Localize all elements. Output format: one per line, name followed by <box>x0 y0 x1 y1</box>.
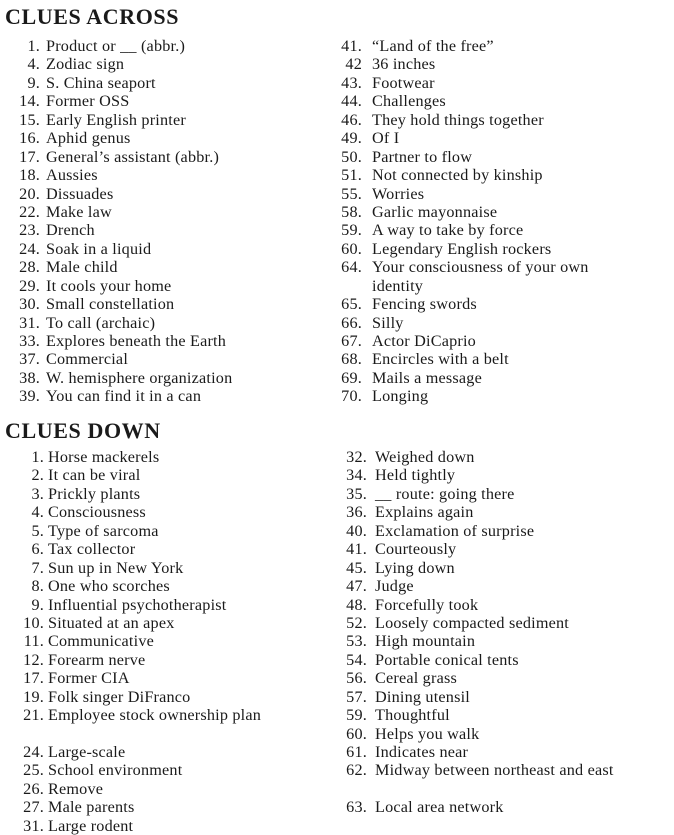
down-clue-item <box>333 577 673 595</box>
across-clue-item <box>4 369 324 387</box>
across-clue-item <box>4 166 324 184</box>
across-clue-item <box>330 221 670 239</box>
across-clue-item <box>330 166 670 184</box>
clue-text: Horse mackerels <box>48 448 160 466</box>
across-clue-item <box>330 111 670 129</box>
down-clue-item <box>10 540 330 558</box>
clue-number: 69. <box>341 368 362 387</box>
clue-text: To call (archaic) <box>46 313 156 332</box>
clue-number: 3. <box>31 484 44 503</box>
across-clue-item <box>330 148 670 166</box>
clue-number: 35. <box>346 484 367 503</box>
clue-text: Loosely compacted sediment <box>375 613 569 632</box>
clue-number: 4. <box>31 503 44 522</box>
clue-text: Former OSS <box>46 92 130 111</box>
clue-text: Former CIA <box>48 669 130 688</box>
clue-number: 45. <box>346 558 367 577</box>
down-clue-item <box>333 540 673 558</box>
clue-text: Prickly plants <box>48 484 141 503</box>
across-clue-item <box>4 111 324 129</box>
across-clue-item <box>330 369 670 387</box>
clue-text: Large rodent <box>48 816 134 835</box>
clue-text: Judge <box>375 577 414 596</box>
clue-text: Portable conical tents <box>375 650 519 669</box>
clue-text: Aphid genus <box>46 129 131 148</box>
clue-text: Drench <box>46 221 95 240</box>
clue-number: 5. <box>31 521 44 540</box>
down-clue-item <box>10 577 330 595</box>
down-clue-item <box>10 485 330 503</box>
clue-number: 38. <box>19 368 40 387</box>
down-clue-item <box>10 743 330 761</box>
clue-number: 20. <box>19 184 40 203</box>
down-clue-item <box>333 651 673 669</box>
clue-number: 50. <box>341 147 362 166</box>
clue-text: Explains again <box>375 503 474 522</box>
clue-text: A way to take by force <box>372 221 524 240</box>
clue-number: 2. <box>31 466 44 485</box>
clue-text: Sun up in New York <box>48 558 184 577</box>
clue-number: 55. <box>341 184 362 203</box>
clue-number: 66. <box>341 313 362 332</box>
clue-number: 48. <box>346 595 367 614</box>
down-clue-item <box>333 522 673 540</box>
across-clue-item <box>4 203 324 221</box>
down-clue-item <box>10 448 330 466</box>
clue-number: 58. <box>341 202 362 221</box>
clue-number: 57. <box>346 687 367 706</box>
clue-text: Mails a message <box>372 368 482 387</box>
clue-number: 19. <box>23 687 44 706</box>
clue-number: 60. <box>341 239 362 258</box>
clue-number: 23. <box>19 221 40 240</box>
clue-text: Folk singer DiFranco <box>48 687 191 706</box>
clue-text: Indicates near <box>375 743 469 761</box>
clue-number: 46. <box>341 110 362 129</box>
down-clue-item <box>10 817 330 835</box>
across-clue-item <box>4 55 324 73</box>
clue-number: 60. <box>346 724 367 743</box>
clue-text: Weighed down <box>375 448 475 466</box>
across-clue-item <box>4 74 324 92</box>
clue-number: 14. <box>19 92 40 111</box>
clue-text: Type of sarcoma <box>48 521 159 540</box>
across-clue-item <box>4 387 324 405</box>
across-clue-item <box>330 92 670 110</box>
clue-number: 17. <box>19 147 40 166</box>
clue-number: 9. <box>31 595 44 614</box>
clue-number: 56. <box>346 669 367 688</box>
clue-number: 62. <box>346 761 367 780</box>
clue-number: 18. <box>19 166 40 185</box>
clue-text: Encircles with a belt <box>372 350 509 369</box>
clue-number: 25. <box>23 761 44 780</box>
clue-text: “Land of the free” <box>372 37 494 55</box>
clue-number: 39. <box>19 387 40 406</box>
clue-number: 61. <box>346 743 367 761</box>
clue-text: Tax collector <box>48 540 136 559</box>
clue-text: Commercial <box>46 350 129 369</box>
clue-text: Employee stock ownership plan <box>48 706 262 725</box>
down-clue-item <box>333 761 673 798</box>
clue-text: It cools your home <box>46 276 172 295</box>
clues-down-right-column <box>333 448 673 817</box>
across-clue-item <box>4 185 324 203</box>
clue-number: 65. <box>341 295 362 314</box>
down-clue-item <box>333 448 673 466</box>
clue-text: Influential psychotherapist <box>48 595 227 614</box>
clue-number: 33. <box>19 332 40 350</box>
clue-text: Zodiac sign <box>46 55 125 74</box>
clue-number: 30. <box>19 295 40 314</box>
down-clue-item <box>333 706 673 724</box>
across-clue-item <box>330 185 670 203</box>
down-clue-item <box>333 466 673 484</box>
down-clue-item <box>333 632 673 650</box>
clue-number: 1. <box>27 37 40 55</box>
clue-number: 59. <box>341 221 362 240</box>
down-clue-item <box>10 503 330 521</box>
clue-number: 59. <box>346 706 367 725</box>
clue-number: 24. <box>19 239 40 258</box>
across-clue-item <box>4 277 324 295</box>
across-clue-item <box>330 203 670 221</box>
clue-number: 43. <box>341 73 362 92</box>
across-clue-item <box>4 92 324 110</box>
across-clue-item <box>4 37 324 55</box>
across-clue-item <box>4 221 324 239</box>
clue-text: Thoughtful <box>375 706 450 725</box>
down-clue-item <box>333 559 673 577</box>
clues-across-right-column <box>330 37 670 406</box>
down-clue-item <box>333 743 673 761</box>
clue-number: 26. <box>23 779 44 798</box>
clue-text: Communicative <box>48 632 155 651</box>
down-clue-item <box>333 596 673 614</box>
across-clue-item <box>330 240 670 258</box>
clue-number: 8. <box>31 577 44 596</box>
clue-text: Actor DiCaprio <box>372 332 476 351</box>
down-clue-item <box>10 651 330 669</box>
across-clue-item <box>4 295 324 313</box>
clue-text: Dissuades <box>46 184 114 203</box>
down-clue-item <box>333 688 673 706</box>
across-clue-item <box>330 129 670 147</box>
clue-number: 6. <box>31 540 44 559</box>
clue-number: 49. <box>341 129 362 148</box>
down-clue-item <box>333 725 673 743</box>
clue-text: Dining utensil <box>375 687 470 706</box>
clue-number: 34. <box>346 466 367 485</box>
clue-text: S. China seaport <box>46 73 156 92</box>
across-clue-item <box>330 387 670 405</box>
clue-text: W. hemisphere organization <box>46 368 233 387</box>
clue-text: Fencing swords <box>372 295 477 314</box>
down-clue-item <box>10 522 330 540</box>
clue-text: Helps you walk <box>375 724 480 743</box>
clue-number: 40. <box>346 521 367 540</box>
clue-text: Make law <box>46 202 112 221</box>
clue-text: Challenges <box>372 92 446 111</box>
across-clue-item <box>330 332 670 350</box>
clue-number: 37. <box>19 350 40 369</box>
clue-text: Early English printer <box>46 110 186 129</box>
clue-number: 63. <box>346 798 367 817</box>
clue-text: Explores beneath the Earth <box>46 332 227 350</box>
across-clue-item <box>4 332 324 350</box>
clue-text: Male parents <box>48 798 135 817</box>
clue-number: 32. <box>346 448 367 466</box>
down-clue-item <box>333 614 673 632</box>
down-clue-item <box>10 798 330 816</box>
clue-text: Longing <box>372 387 429 406</box>
down-clue-item <box>10 559 330 577</box>
clues-across-left-column <box>4 37 324 406</box>
clue-number: 29. <box>19 276 40 295</box>
clue-text: General’s assistant (abbr.) <box>46 147 220 166</box>
down-clue-item <box>10 614 330 632</box>
clue-text: 36 inches <box>372 55 436 74</box>
clue-number: 42 <box>345 55 362 74</box>
across-clue-item <box>330 350 670 368</box>
clue-text: Legendary English rockers <box>372 239 552 258</box>
clue-text: Footwear <box>372 73 435 92</box>
clue-number: 4. <box>27 55 40 74</box>
clue-text: Silly <box>372 313 404 332</box>
clue-text: High mountain <box>375 632 476 651</box>
clue-text: School environment <box>48 761 183 780</box>
clue-text: Your consciousness of your own identity <box>372 258 589 295</box>
clue-number: 52. <box>346 613 367 632</box>
clue-number: 64. <box>341 258 362 277</box>
across-clue-item <box>330 55 670 73</box>
down-clue-item <box>10 761 330 779</box>
clues-down-heading: CLUES DOWN <box>5 418 161 443</box>
across-clue-item <box>330 314 670 332</box>
clue-number: 28. <box>19 258 40 277</box>
clue-text: Remove <box>48 779 104 798</box>
clue-text: Not connected by kinship <box>372 166 543 185</box>
clue-text: Aussies <box>46 166 98 185</box>
across-clue-item <box>4 148 324 166</box>
across-clue-item <box>330 295 670 313</box>
clue-number: 15. <box>19 110 40 129</box>
clue-text: Large-scale <box>48 743 126 762</box>
across-clue-item <box>4 258 324 276</box>
clue-number: 70. <box>341 387 362 406</box>
clue-text: Male child <box>46 258 118 277</box>
across-clue-item <box>4 240 324 258</box>
clue-number: 21. <box>23 706 44 725</box>
down-clue-item <box>10 706 330 743</box>
clue-text: Situated at an apex <box>48 613 175 632</box>
across-clue-item <box>4 314 324 332</box>
clue-number: 27. <box>23 798 44 817</box>
clue-number: 41. <box>341 37 362 55</box>
clue-text: You can find it in a can <box>46 387 202 406</box>
clue-text: Consciousness <box>48 503 146 522</box>
clue-number: 67. <box>341 332 362 351</box>
down-clue-item <box>10 632 330 650</box>
clue-number: 24. <box>23 743 44 762</box>
clue-number: 53. <box>346 632 367 651</box>
clue-text: __ route: going there <box>375 484 515 503</box>
clue-number: 7. <box>31 558 44 577</box>
clue-number: 44. <box>341 92 362 111</box>
clue-number: 22. <box>19 202 40 221</box>
clue-number: 9. <box>27 73 40 92</box>
across-clue-item <box>330 258 670 295</box>
down-clue-item <box>10 596 330 614</box>
down-clue-item <box>333 503 673 521</box>
clue-text: Of I <box>372 129 400 148</box>
clue-text: It can be viral <box>48 466 141 485</box>
clue-number: 68. <box>341 350 362 369</box>
clue-text: Held tightly <box>375 466 456 485</box>
clue-number: 12. <box>23 650 44 669</box>
clue-number: 16. <box>19 129 40 148</box>
clue-text: Midway between northeast and east <box>375 761 614 780</box>
clue-text: Forcefully took <box>375 595 479 614</box>
down-clue-item <box>333 798 673 816</box>
clue-text: Forearm nerve <box>48 650 146 669</box>
clue-text: They hold things together <box>372 110 544 129</box>
down-clue-item <box>333 485 673 503</box>
across-clue-item <box>4 129 324 147</box>
clue-number: 31. <box>19 313 40 332</box>
clue-text: Soak in a liquid <box>46 239 152 258</box>
clue-text: Partner to flow <box>372 147 473 166</box>
clue-number: 36. <box>346 503 367 522</box>
clue-text: Garlic mayonnaise <box>372 202 498 221</box>
clue-number: 31. <box>23 816 44 835</box>
clue-number: 10. <box>23 613 44 632</box>
clue-text: Courteously <box>375 540 457 559</box>
clues-across-heading: CLUES ACROSS <box>5 4 180 29</box>
down-clue-item <box>10 669 330 687</box>
clue-text: Cereal grass <box>375 669 457 688</box>
down-clue-item <box>10 688 330 706</box>
clue-number: 54. <box>346 650 367 669</box>
clue-text: One who scorches <box>48 577 170 596</box>
clue-text: Exclamation of surprise <box>375 521 535 540</box>
across-clue-item <box>330 37 670 55</box>
down-clue-item <box>333 669 673 687</box>
clue-number: 1. <box>31 448 44 466</box>
clue-number: 51. <box>341 166 362 185</box>
clue-number: 41. <box>346 540 367 559</box>
clues-down-left-column <box>10 448 330 835</box>
down-clue-item <box>10 780 330 798</box>
clue-number: 11. <box>23 632 44 651</box>
clue-number: 17. <box>23 669 44 688</box>
clue-text: Small constellation <box>46 295 175 314</box>
across-clue-item <box>4 350 324 368</box>
across-clue-item <box>330 74 670 92</box>
clue-text: Lying down <box>375 558 455 577</box>
clue-text: Worries <box>372 184 425 203</box>
clue-text: Product or __ (abbr.) <box>46 37 186 55</box>
down-clue-item <box>10 466 330 484</box>
clue-text: Local area network <box>375 798 504 817</box>
clue-number: 47. <box>346 577 367 596</box>
